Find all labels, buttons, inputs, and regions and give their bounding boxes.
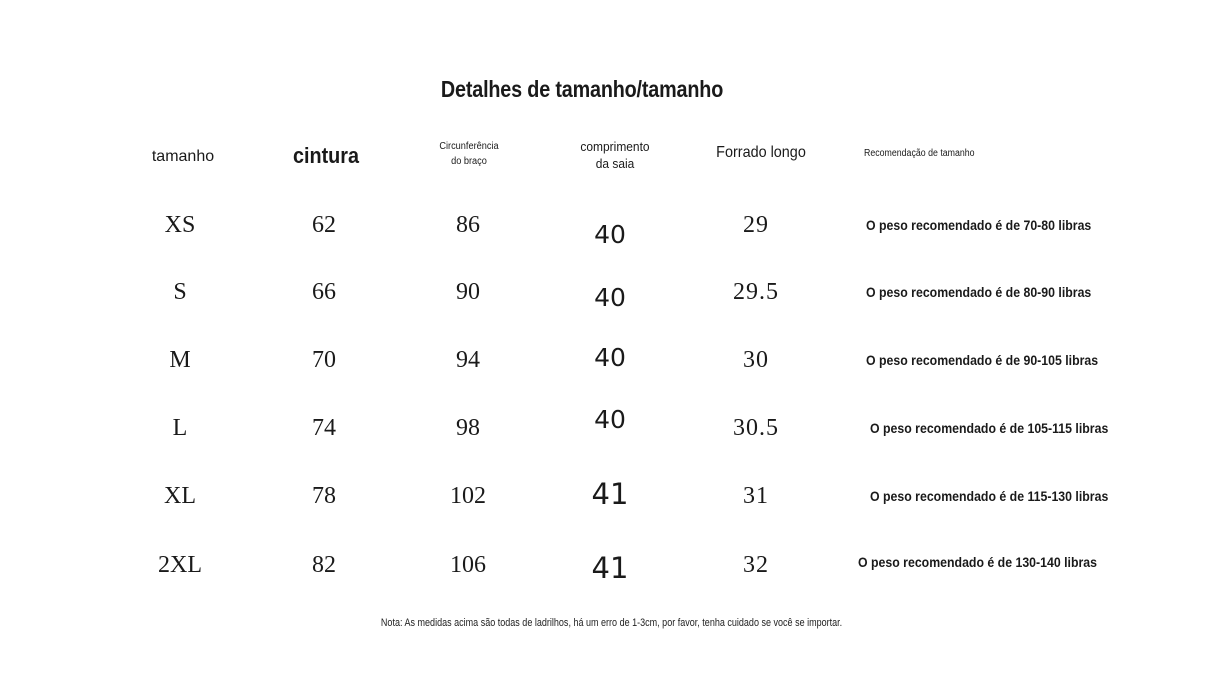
footnote: Nota: As medidas acima são todas de ladrilhos, há um erro de 1-3cm, por favor, tenha cuidado se você se importar.: [380, 617, 843, 629]
table-row: [0, 476, 1226, 516]
cell-skirt: 40: [594, 343, 626, 372]
cell-skirt: 40: [594, 220, 626, 249]
cell-skirt: 41: [591, 551, 629, 585]
cell-waist: 74: [312, 415, 336, 441]
cell-size: XL: [164, 483, 196, 509]
cell-size: 2XL: [158, 552, 202, 578]
table-row: [0, 405, 1226, 448]
cell-arm: 98: [456, 415, 480, 441]
cell-arm: 106: [450, 552, 486, 578]
cell-size: XS: [164, 212, 196, 238]
header-skirt-line2: da saia: [595, 156, 635, 171]
cell-waist: 82: [312, 552, 336, 578]
header-arm-circumference: [415, 139, 524, 169]
cell-lined: 32: [743, 552, 769, 578]
cell-arm: 102: [450, 483, 486, 509]
header-arm-line2: do braço: [451, 156, 487, 167]
cell-recommendation: O peso recomendado é de 130-140 libras: [858, 554, 1097, 570]
cell-size: S: [173, 279, 187, 305]
table-row: [0, 205, 1226, 249]
header-waist: cintura: [292, 143, 360, 168]
cell-waist: 62: [312, 212, 336, 238]
table-row: [0, 545, 1226, 585]
cell-waist: 78: [312, 483, 336, 509]
cell-waist: 70: [312, 347, 336, 373]
header-skirt-line1: comprimento: [580, 139, 650, 154]
cell-recommendation: O peso recomendado é de 90-105 libras: [866, 352, 1099, 368]
cell-arm: 86: [456, 212, 480, 238]
page-title: Detalhes de tamanho/tamanho: [440, 76, 724, 102]
cell-lined: 31: [743, 483, 769, 509]
header-size: tamanho: [151, 148, 215, 165]
cell-lined: 29: [743, 212, 769, 238]
cell-recommendation: O peso recomendado é de 115-130 libras: [870, 488, 1109, 504]
table-row: [0, 340, 1226, 380]
cell-size: M: [169, 347, 191, 373]
table-row: [0, 272, 1226, 312]
cell-skirt: 40: [594, 405, 626, 434]
cell-skirt: 41: [591, 477, 629, 511]
header-size-recommendation: Recomendação de tamanho: [864, 148, 975, 159]
cell-size: L: [172, 415, 188, 441]
cell-lined: 29.5: [733, 279, 779, 305]
header-arm-line1: Circunferência: [439, 141, 499, 152]
header-skirt-length: [561, 138, 670, 172]
cell-arm: 90: [456, 279, 480, 305]
cell-lined: 30.5: [733, 415, 779, 441]
cell-lined: 30: [743, 347, 769, 373]
cell-recommendation: O peso recomendado é de 80-90 libras: [866, 284, 1092, 300]
cell-recommendation: O peso recomendado é de 70-80 libras: [866, 217, 1092, 233]
cell-skirt: 40: [594, 283, 626, 312]
cell-recommendation: O peso recomendado é de 105-115 libras: [870, 420, 1109, 436]
header-lined-length: Forrado longo: [716, 144, 806, 161]
cell-waist: 66: [312, 279, 336, 305]
cell-arm: 94: [456, 347, 480, 373]
